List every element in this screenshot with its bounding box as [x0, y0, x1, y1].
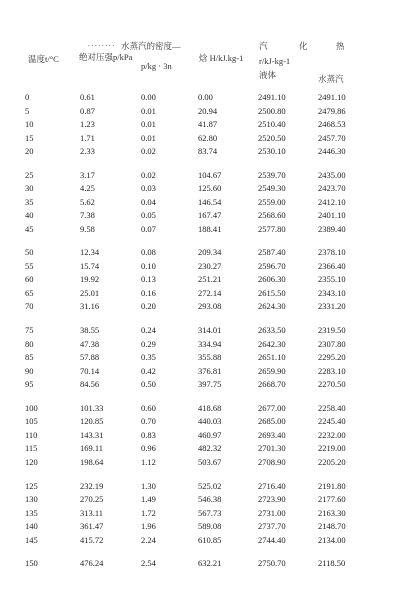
liquid-heat-cell: 2723.90 — [258, 494, 286, 504]
liquid-heat-cell: 2633.50 — [258, 325, 286, 336]
liquid-heat-cell: 2596.70 — [258, 260, 286, 271]
temperature-header: 温度t/°C — [28, 54, 59, 64]
liquid-heat-cell: 2716.40 — [258, 480, 286, 491]
pressure-cell: 4.25 — [80, 183, 95, 194]
temperature-cell: 20 — [25, 146, 34, 156]
steam-header: 水蒸汽 — [318, 74, 344, 84]
temperature-cell: 100 — [25, 402, 38, 413]
pressure-cell: 15.74 — [80, 260, 100, 271]
density-cell: 2.54 — [141, 558, 156, 569]
density-cell: 0.01 — [141, 119, 156, 129]
temperature-cell: 40 — [25, 210, 34, 221]
enthalpy-cell: 334.94 — [198, 338, 222, 349]
density-cell: 0.24 — [141, 325, 156, 336]
steam-heat-cell: 2378.10 — [318, 247, 346, 258]
temperature-cell: 75 — [25, 325, 34, 336]
liquid-heat-cell: 2624.30 — [258, 301, 286, 312]
pressure-cell: 198.64 — [80, 456, 104, 467]
temperature-cell: 140 — [25, 521, 38, 531]
enthalpy-cell: 272.14 — [198, 287, 222, 298]
latent-heat-unit-header: r/kJ-kg-1 — [259, 56, 291, 66]
steam-heat-cell: 2389.40 — [318, 223, 346, 234]
temperature-cell: 60 — [25, 274, 34, 285]
pressure-cell: 5.62 — [80, 196, 95, 207]
pressure-cell: 313.11 — [80, 507, 104, 518]
density-cell: 0.35 — [141, 352, 156, 363]
steam-heat-cell: 2163.30 — [318, 507, 346, 518]
density-cell: 0.07 — [141, 223, 156, 234]
steam-heat-cell: 2446.30 — [318, 146, 346, 156]
temperature-cell: 115 — [25, 443, 38, 454]
enthalpy-cell: 20.94 — [198, 105, 218, 116]
vaporization-char-1: 汽 — [259, 41, 268, 51]
pressure-cell: 0.61 — [80, 92, 95, 102]
temperature-cell: 30 — [25, 183, 34, 194]
pressure-cell: 19.92 — [80, 274, 100, 285]
temperature-cell: 120 — [25, 456, 38, 467]
enthalpy-cell: 167.47 — [198, 210, 222, 221]
steam-heat-cell: 2401.10 — [318, 210, 346, 221]
steam-heat-cell: 2245.40 — [318, 416, 346, 427]
density-cell: 0.03 — [141, 183, 156, 194]
enthalpy-cell: 104.67 — [198, 169, 222, 180]
pressure-cell: 476.24 — [80, 558, 104, 569]
temperature-cell: 0 — [25, 92, 30, 102]
enthalpy-cell: 376.81 — [198, 365, 222, 376]
liquid-heat-cell: 2491.10 — [258, 92, 286, 102]
temperature-cell: 10 — [25, 119, 34, 129]
temperature-cell: 95 — [25, 379, 34, 390]
density-cell: 1.12 — [141, 456, 156, 467]
density-cell: 0.60 — [141, 402, 156, 413]
density-unit-header: p/kg · 3n — [141, 61, 172, 71]
pressure-cell: 169.11 — [80, 443, 104, 454]
liquid-header: 液体 — [259, 70, 277, 80]
density-cell: 1.72 — [141, 507, 156, 518]
density-cell: 1.30 — [141, 480, 156, 491]
enthalpy-cell: 397.75 — [198, 379, 222, 390]
temperature-cell: 80 — [25, 338, 34, 349]
enthalpy-cell: 62.80 — [198, 132, 218, 143]
pressure-cell: 70.14 — [80, 365, 100, 376]
steam-heat-cell: 2232.00 — [318, 429, 346, 440]
pressure-cell: 143.31 — [80, 429, 104, 440]
enthalpy-cell: 546.38 — [198, 494, 222, 504]
steam-heat-cell: 2205.20 — [318, 456, 346, 467]
enthalpy-cell: 355.88 — [198, 352, 222, 363]
enthalpy-cell: 418.68 — [198, 402, 222, 413]
enthalpy-cell: 460.97 — [198, 429, 222, 440]
density-cell: 1.49 — [141, 494, 156, 504]
liquid-heat-cell: 2701.30 — [258, 443, 286, 454]
enthalpy-cell: 251.21 — [198, 274, 222, 285]
pressure-cell: 38.55 — [80, 325, 100, 336]
liquid-heat-cell: 2577.80 — [258, 223, 286, 234]
temperature-cell: 130 — [25, 494, 38, 504]
pressure-cell: 120.85 — [80, 416, 104, 427]
enthalpy-cell: 314.01 — [198, 325, 222, 336]
density-title-header: 水蒸汽的密度— — [121, 41, 181, 51]
density-cell: 0.83 — [141, 429, 156, 440]
steam-heat-cell: 2177.60 — [318, 494, 346, 504]
pressure-cell: 31.16 — [80, 301, 100, 312]
density-cell: 0.01 — [141, 132, 156, 143]
liquid-heat-cell: 2659.90 — [258, 365, 286, 376]
temperature-cell: 105 — [25, 416, 38, 427]
pressure-cell: 57.88 — [80, 352, 100, 363]
temperature-cell: 35 — [25, 196, 34, 207]
density-cell: 0.16 — [141, 287, 156, 298]
liquid-heat-cell: 2587.40 — [258, 247, 286, 258]
temperature-cell: 85 — [25, 352, 34, 363]
steam-heat-cell: 2270.50 — [318, 379, 346, 390]
enthalpy-header: 焓 H/kJ.kg-1 — [199, 53, 244, 63]
liquid-heat-cell: 2677.00 — [258, 402, 286, 413]
pressure-cell: 1.23 — [80, 119, 95, 129]
liquid-heat-cell: 2510.40 — [258, 119, 286, 129]
temperature-cell: 110 — [25, 429, 38, 440]
temperature-cell: 150 — [25, 558, 38, 569]
pressure-cell: 0.87 — [80, 105, 95, 116]
liquid-heat-cell: 2708.90 — [258, 456, 286, 467]
temperature-cell: 15 — [25, 132, 34, 143]
vaporization-char-3: 热 — [336, 41, 345, 51]
density-cell: 0.08 — [141, 247, 156, 258]
density-cell: 0.01 — [141, 105, 156, 116]
pressure-cell: 7.38 — [80, 210, 95, 221]
temperature-cell: 135 — [25, 507, 38, 518]
density-cell: 0.02 — [141, 169, 156, 180]
pressure-cell: 9.58 — [80, 223, 95, 234]
steam-heat-cell: 2366.40 — [318, 260, 346, 271]
steam-heat-cell: 2118.50 — [318, 558, 346, 569]
steam-heat-cell: 2191.80 — [318, 480, 346, 491]
pressure-cell: 361.47 — [80, 521, 104, 531]
density-cell: 2.24 — [141, 534, 156, 545]
steam-heat-cell: 2134.00 — [318, 534, 346, 545]
temperature-cell: 50 — [25, 247, 34, 258]
density-cell: 0.70 — [141, 416, 156, 427]
temperature-cell: 45 — [25, 223, 34, 234]
liquid-heat-cell: 2500.80 — [258, 105, 286, 116]
liquid-heat-cell: 2668.70 — [258, 379, 286, 390]
liquid-heat-cell: 2559.00 — [258, 196, 286, 207]
steam-heat-cell: 2468.53 — [318, 119, 346, 129]
density-cell: 0.42 — [141, 365, 156, 376]
density-cell: 0.04 — [141, 196, 156, 207]
liquid-heat-cell: 2737.70 — [258, 521, 286, 531]
steam-heat-cell: 2435.00 — [318, 169, 346, 180]
temperature-cell: 145 — [25, 534, 38, 545]
steam-heat-cell: 2148.70 — [318, 521, 346, 531]
liquid-heat-cell: 2606.30 — [258, 274, 286, 285]
enthalpy-cell: 610.85 — [198, 534, 222, 545]
pressure-header: 绝对压强p/kPa — [79, 52, 133, 62]
enthalpy-cell: 0.00 — [198, 92, 213, 102]
temperature-cell: 125 — [25, 480, 38, 491]
liquid-heat-cell: 2731.00 — [258, 507, 286, 518]
pressure-cell: 47.38 — [80, 338, 100, 349]
density-cell: 0.10 — [141, 260, 156, 271]
pressure-cell: 101.33 — [80, 402, 104, 413]
steam-heat-cell: 2457.70 — [318, 132, 346, 143]
liquid-heat-cell: 2520.50 — [258, 132, 286, 143]
dots-mark: . . . . . . . . — [88, 40, 115, 48]
liquid-heat-cell: 2651.10 — [258, 352, 286, 363]
enthalpy-cell: 589.08 — [198, 521, 222, 531]
liquid-heat-cell: 2642.30 — [258, 338, 286, 349]
density-cell: 0.96 — [141, 443, 156, 454]
steam-heat-cell: 2355.10 — [318, 274, 346, 285]
density-cell: 0.05 — [141, 210, 156, 221]
density-cell: 0.13 — [141, 274, 156, 285]
enthalpy-cell: 293.08 — [198, 301, 222, 312]
liquid-heat-cell: 2530.10 — [258, 146, 286, 156]
enthalpy-cell: 632.21 — [198, 558, 222, 569]
pressure-cell: 12.34 — [80, 247, 100, 258]
steam-heat-cell: 2283.10 — [318, 365, 346, 376]
pressure-cell: 270.25 — [80, 494, 104, 504]
enthalpy-cell: 230.27 — [198, 260, 222, 271]
liquid-heat-cell: 2744.40 — [258, 534, 286, 545]
enthalpy-cell: 525.02 — [198, 480, 222, 491]
pressure-cell: 1.71 — [80, 132, 95, 143]
steam-heat-cell: 2331.20 — [318, 301, 346, 312]
steam-heat-cell: 2479.86 — [318, 105, 346, 116]
density-cell: 0.50 — [141, 379, 156, 390]
pressure-cell: 2.33 — [80, 146, 95, 156]
steam-heat-cell: 2295.20 — [318, 352, 346, 363]
liquid-heat-cell: 2549.30 — [258, 183, 286, 194]
pressure-cell: 3.17 — [80, 169, 95, 180]
temperature-cell: 5 — [25, 105, 30, 116]
liquid-heat-cell: 2615.50 — [258, 287, 286, 298]
enthalpy-cell: 41.87 — [198, 119, 218, 129]
temperature-cell: 55 — [25, 260, 34, 271]
temperature-cell: 90 — [25, 365, 34, 376]
pressure-cell: 415.72 — [80, 534, 104, 545]
liquid-heat-cell: 2568.60 — [258, 210, 286, 221]
density-cell: 0.20 — [141, 301, 156, 312]
steam-heat-cell: 2219.00 — [318, 443, 346, 454]
enthalpy-cell: 440.03 — [198, 416, 222, 427]
enthalpy-cell: 209.34 — [198, 247, 222, 258]
temperature-cell: 65 — [25, 287, 34, 298]
density-cell: 0.02 — [141, 146, 156, 156]
enthalpy-cell: 83.74 — [198, 146, 218, 156]
steam-heat-cell: 2423.70 — [318, 183, 346, 194]
liquid-heat-cell: 2685.00 — [258, 416, 286, 427]
steam-heat-cell: 2491.10 — [318, 92, 346, 102]
enthalpy-cell: 482.32 — [198, 443, 222, 454]
steam-heat-cell: 2343.10 — [318, 287, 346, 298]
enthalpy-cell: 503.67 — [198, 456, 222, 467]
pressure-cell: 84.56 — [80, 379, 100, 390]
steam-heat-cell: 2319.50 — [318, 325, 346, 336]
steam-heat-cell: 2412.10 — [318, 196, 346, 207]
pressure-cell: 25.01 — [80, 287, 100, 298]
liquid-heat-cell: 2693.40 — [258, 429, 286, 440]
steam-heat-cell: 2307.80 — [318, 338, 346, 349]
enthalpy-cell: 146.54 — [198, 196, 222, 207]
liquid-heat-cell: 2539.70 — [258, 169, 286, 180]
pressure-cell: 232.19 — [80, 480, 104, 491]
steam-heat-cell: 2258.40 — [318, 402, 346, 413]
temperature-cell: 25 — [25, 169, 34, 180]
temperature-cell: 70 — [25, 301, 34, 312]
liquid-heat-cell: 2750.70 — [258, 558, 286, 569]
enthalpy-cell: 567.73 — [198, 507, 222, 518]
enthalpy-cell: 125.60 — [198, 183, 222, 194]
vaporization-char-2: 化 — [299, 41, 308, 51]
enthalpy-cell: 188.41 — [198, 223, 222, 234]
density-cell: 0.00 — [141, 92, 156, 102]
density-cell: 0.29 — [141, 338, 156, 349]
density-cell: 1.96 — [141, 521, 156, 531]
